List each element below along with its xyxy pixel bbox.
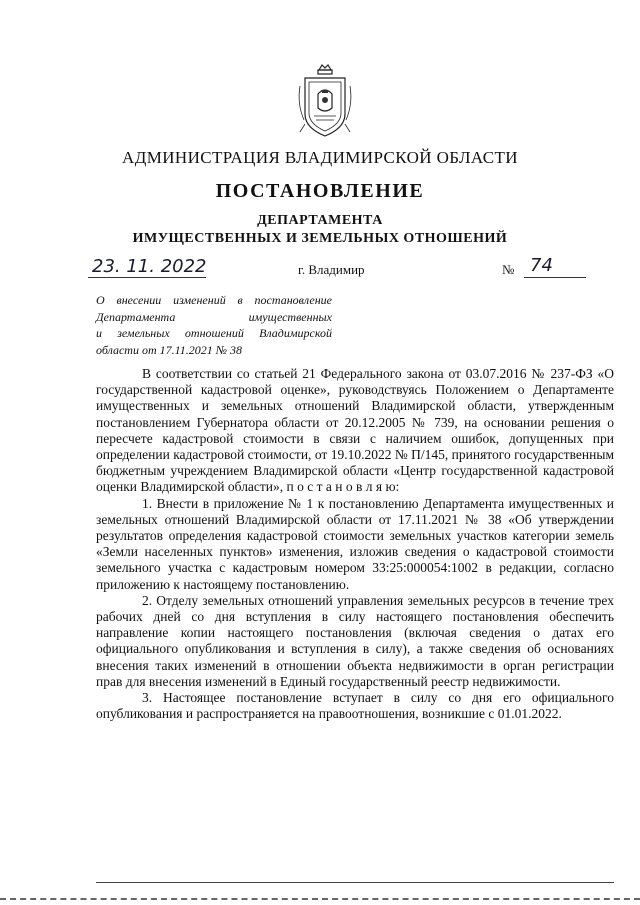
body-paragraph-preamble: В соответствии со статьей 21 Федерального закона от 03.07.2016 № 237-ФЗ «О государственной кадастровой оценке», руководствуясь Положением о Департаменте имущественных и земельных отношений Владимирской области, утвержденным постановлением Губернатора области от 20.12.2005 № 739, на основании решения о пересчете кадастровой стоимости в связи с наличием ошибок, допущенных при определении кадастровой стоимости, от 19.10.2022 № П/145, принятого государственным бюджетным учреждением Владимирской области «Центр государственной кадастровой оценки Владимирской области», п о с т а н о в л я ю: (96, 366, 614, 495)
document-city: г. Владимир (298, 262, 365, 277)
footer-divider (96, 882, 614, 883)
document-date: 23. 11. 2022 (92, 256, 207, 277)
document-type-title: ПОСТАНОВЛЕНИЕ (215, 180, 425, 202)
subject-line: О внесении изменений в постановление (96, 293, 332, 307)
department-title-line-2: ИМУЩЕСТВЕННЫХ И ЗЕМЕЛЬНЫХ ОТНОШЕНИЙ (132, 231, 508, 246)
subject-line: Департамента имущественных (96, 309, 332, 324)
subject-line: области от 17.11.2021 № 38 (96, 342, 243, 357)
department-title-line-1: ДЕПАРТАМЕНТА (257, 213, 383, 228)
coat-of-arms-emblem (296, 64, 354, 140)
document-number: 74 (530, 255, 553, 276)
body-paragraph-1: 1. Внести в приложение № 1 к постановлению Департамента имущественных и земельных отношений Владимирской области от 17.11.2021 № 38 «Об утверждении результатов определения кадастровой стоимости земельных участков категории земель «Земли населенных пунктов» изменения, изложив сведения о кадастровой стоимости земельного участка с кадастровым номером 33:25:000054:1002 в редакции, согласно приложению к настоящему постановлению. (96, 495, 614, 592)
document-body (96, 366, 614, 722)
date-underline (88, 277, 206, 278)
scan-edge (0, 898, 640, 900)
administration-title: АДМИНИСТРАЦИЯ ВЛАДИМИРСКОЙ ОБЛАСТИ (122, 148, 518, 167)
subject-line: и земельных отношений Владимирской (96, 326, 332, 340)
body-paragraph-3: 3. Настоящее постановление вступает в силу со дня его официального опубликования и распространяется на правоотношения, возникшие с 01.01.2022. (96, 690, 614, 722)
body-paragraph-2: 2. Отделу земельных отношений управления земельных ресурсов в течение трех рабочих дней со дня вступления в силу настоящего постановления обеспечить направление копии настоящего постановления (включая сведения о датах его официального опубликования и вступления в силу), а также сведения об основаниях внесения таких изменений в отношении объекта недвижимости в орган регистрации прав для внесения изменений в Единый государственный реестр недвижимости. (96, 592, 614, 689)
number-underline (524, 277, 586, 278)
document-number-label: № (502, 262, 515, 277)
document-subject (96, 292, 332, 358)
